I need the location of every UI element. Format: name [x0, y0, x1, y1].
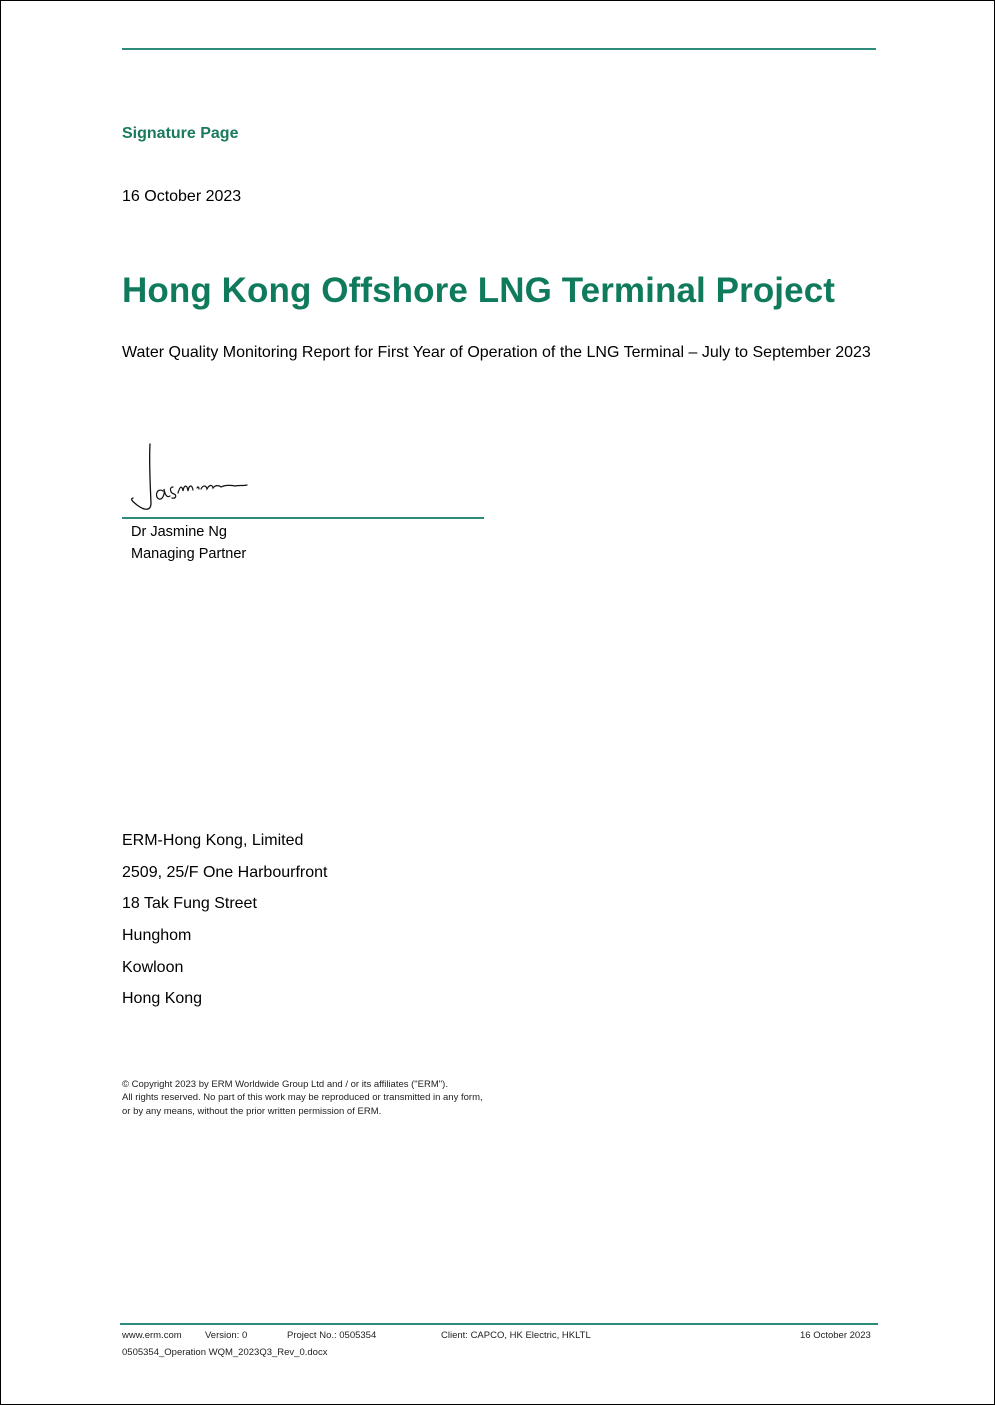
footer-client: Client: CAPCO, HK Electric, HKLTL — [441, 1330, 591, 1341]
section-label: Signature Page — [122, 125, 239, 142]
footer-version: Version: 0 — [205, 1330, 248, 1341]
report-subtitle: Water Quality Monitoring Report for First Year of Operation of the LNG Terminal – July to September 2023 — [122, 344, 871, 361]
footer-filename: 0505354_Operation WQM_2023Q3_Rev_0.docx — [122, 1347, 328, 1358]
copyright-line: or by any means, without the prior written permission of ERM. — [122, 1105, 382, 1117]
header-divider — [122, 48, 876, 50]
company-address — [122, 830, 327, 1020]
address-line: Hong Kong — [122, 990, 203, 1008]
signer-name: Dr Jasmine Ng — [131, 524, 227, 540]
copyright-notice — [122, 1078, 483, 1118]
copyright-line: © Copyright 2023 by ERM Worldwide Group Ltd and / or its affiliates ("ERM"). — [122, 1079, 448, 1090]
footer-divider — [120, 1323, 878, 1325]
address-line: ERM-Hong Kong, Limited — [122, 832, 304, 849]
signature-line — [122, 517, 484, 519]
signer-role: Managing Partner — [131, 546, 247, 562]
signature-icon — [123, 441, 253, 516]
footer-date: 16 October 2023 — [800, 1330, 871, 1341]
page-title: Hong Kong Offshore LNG Terminal Project — [122, 271, 836, 310]
copyright-line: All rights reserved. No part of this work may be reproduced or transmitted in any form, — [122, 1092, 483, 1104]
footer-website: www.erm.com — [122, 1330, 182, 1341]
address-line: 18 Tak Fung Street — [122, 895, 257, 913]
address-line: Hunghom — [122, 927, 192, 945]
address-line: Kowloon — [122, 958, 184, 976]
footer-project-number: Project No.: 0505354 — [287, 1330, 377, 1341]
address-line: 2509, 25/F One Harbourfront — [122, 863, 328, 881]
document-date: 16 October 2023 — [122, 188, 242, 205]
